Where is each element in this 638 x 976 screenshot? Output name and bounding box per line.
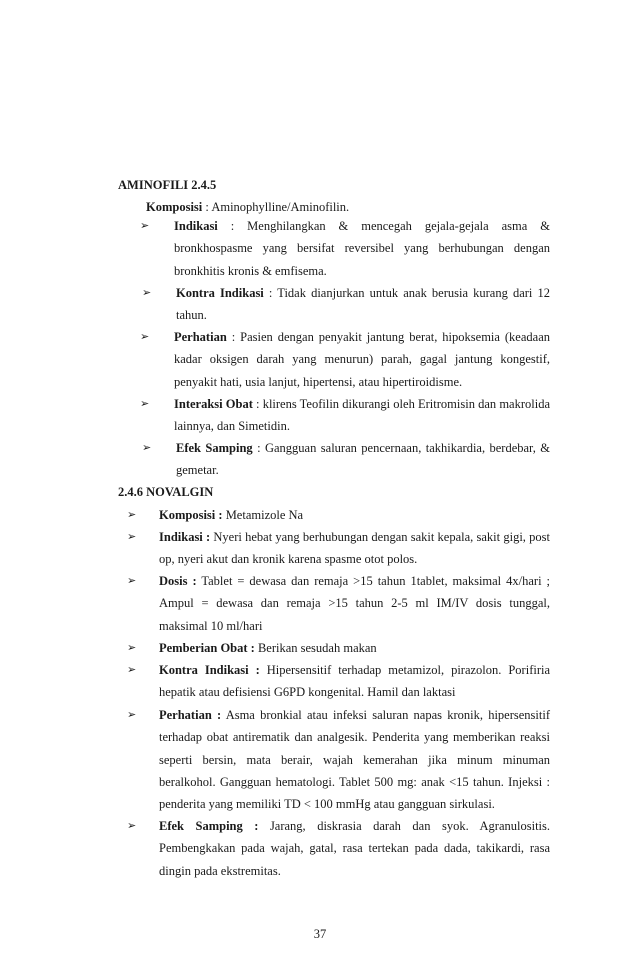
item-sep: : bbox=[252, 397, 263, 411]
arrow-bullet-icon: ➢ bbox=[127, 709, 137, 721]
arrow-bullet-icon: ➢ bbox=[142, 287, 152, 299]
item-label: Indikasi : bbox=[159, 530, 211, 544]
list-item-content bbox=[160, 437, 550, 482]
list-item-content bbox=[145, 659, 550, 704]
list-item-content bbox=[145, 637, 550, 659]
item-sep: : bbox=[263, 286, 278, 300]
arrow-bullet-icon: ➢ bbox=[127, 531, 137, 543]
arrow-bullet-icon: ➢ bbox=[140, 331, 150, 343]
item-sep: : bbox=[252, 441, 265, 455]
item-label: Perhatian bbox=[174, 330, 227, 344]
list-item-content bbox=[145, 570, 550, 637]
item-text: klirens Teofilin dikurangi oleh Eritromisin dan makrolida lainnya, dan Simetidin. bbox=[174, 397, 551, 434]
list-item-kontra-indikasi-novalgin bbox=[127, 659, 551, 704]
arrow-bullet-icon: ➢ bbox=[127, 575, 137, 587]
item-sep: : bbox=[226, 330, 241, 344]
list-item-perhatian bbox=[140, 326, 550, 393]
item-label: Kontra Indikasi bbox=[176, 286, 264, 300]
komposisi-sep: : bbox=[202, 200, 212, 214]
item-text: Gangguan saluran pencernaan, takhikardia, berdebar, & gemetar. bbox=[176, 441, 550, 478]
list-item-efek-samping-novalgin bbox=[127, 815, 550, 882]
item-label: Dosis : bbox=[159, 574, 197, 588]
list-item-perhatian-novalgin bbox=[127, 704, 550, 815]
arrow-bullet-icon: ➢ bbox=[127, 820, 137, 832]
item-label: Efek Samping : bbox=[159, 819, 259, 833]
arrow-bullet-icon: ➢ bbox=[127, 642, 137, 654]
list-item-content bbox=[158, 326, 550, 393]
list-item-indikasi bbox=[140, 215, 550, 282]
item-text: Nyeri hebat yang berhubungan dengan sakit kepala, sakit gigi, post op, nyeri akut dan kronik karena spasme otot polos. bbox=[159, 530, 550, 567]
arrow-bullet-icon: ➢ bbox=[127, 509, 137, 521]
item-text: Pasien dengan penyakit jantung berat, hipoksemia (keadaan kadar oksigen darah yang menurun) parah, gagal jantung kongestif, penyakit hati, usia lanjut, hipertensi, atau hipertiroidisme. bbox=[174, 330, 550, 389]
arrow-bullet-icon: ➢ bbox=[142, 442, 152, 454]
arrow-bullet-icon: ➢ bbox=[127, 664, 137, 676]
item-label: Pemberian Obat : bbox=[159, 641, 255, 655]
list-item-indikasi-novalgin bbox=[127, 526, 550, 571]
item-sep bbox=[258, 819, 270, 833]
section-heading-aminofili: AMINOFILI 2.4.5 bbox=[118, 178, 217, 192]
item-label: Kontra Indikasi : bbox=[159, 663, 260, 677]
item-text: Jarang, diskrasia darah dan syok. Agranulositis. Pembengkakan pada wajah, gatal, rasa tertekan pada dada, takikardi, rasa dingin pada ekstremitas. bbox=[159, 819, 550, 878]
item-label: Interaksi Obat bbox=[174, 397, 253, 411]
item-sep: : bbox=[217, 219, 248, 233]
list-item-interaksi-obat bbox=[140, 393, 551, 438]
page-number: 37 bbox=[313, 927, 327, 941]
list-item-efek-samping bbox=[142, 437, 550, 482]
item-label: Indikasi bbox=[174, 219, 218, 233]
item-text: Menghilangkan & mencegah gejala-gejala asma & bronkhospasme yang bersifat reversibel yang berhubungan dengan bronkhitis kronis & emfisema. bbox=[174, 219, 550, 278]
list-item-content bbox=[160, 282, 550, 327]
item-text: Tidak dianjurkan untuk anak berusia kurang dari 12 tahun. bbox=[176, 286, 550, 323]
item-label: Efek Samping bbox=[176, 441, 253, 455]
komposisi-label: Komposisi bbox=[146, 200, 203, 214]
item-text: Berikan sesudah makan bbox=[257, 641, 377, 655]
item-text: Tablet = dewasa dan remaja >15 tahun 1tablet, maksimal 4x/hari ; Ampul = dewasa dan remaja >15 tahun 2-5 ml IM/IV dosis tunggal, maksimal 10 ml/hari bbox=[159, 574, 550, 633]
item-label: Komposisi : bbox=[159, 508, 223, 522]
list-item-content bbox=[145, 526, 550, 571]
item-text: Asma bronkial atau infeksi saluran napas kronik, hipersensitif terhadap obat antirematik dan analgesik. Penderita yang memberikan reaksi seperti bersin, mata berair, wajah kemerahan jika minum minuman beralkohol. Gangguan hematologi. Tablet 500 mg: anak <15 tahun. Injeksi : penderita yang memiliki TD < 100 mmHg atau gangguan sirkulasi. bbox=[159, 708, 550, 812]
item-text: Metamizole Na bbox=[225, 508, 304, 522]
section-heading-novalgin: 2.4.6 NOVALGIN bbox=[118, 485, 214, 499]
item-label: Perhatian : bbox=[159, 708, 222, 722]
item-text: Hipersensitif terhadap metamizol, pirazolon. Porifiria hepatik atau defisiensi G6PD kongenital. Hamil dan laktasi bbox=[159, 663, 551, 700]
list-item-content bbox=[158, 393, 550, 438]
list-item-pemberian-obat bbox=[127, 637, 550, 659]
list-item-komposisi bbox=[127, 504, 550, 526]
list-item-content bbox=[145, 704, 550, 815]
item-sep bbox=[260, 663, 267, 677]
arrow-bullet-icon: ➢ bbox=[140, 398, 150, 410]
komposisi-text: Aminophylline/Aminofilin. bbox=[211, 200, 350, 214]
list-item-kontra-indikasi bbox=[142, 282, 550, 327]
list-item-content bbox=[145, 504, 550, 526]
list-item-content bbox=[145, 815, 550, 882]
list-item-dosis bbox=[127, 570, 550, 637]
arrow-bullet-icon: ➢ bbox=[140, 220, 150, 232]
list-item-content bbox=[158, 215, 550, 282]
komposisi-line bbox=[146, 199, 349, 215]
